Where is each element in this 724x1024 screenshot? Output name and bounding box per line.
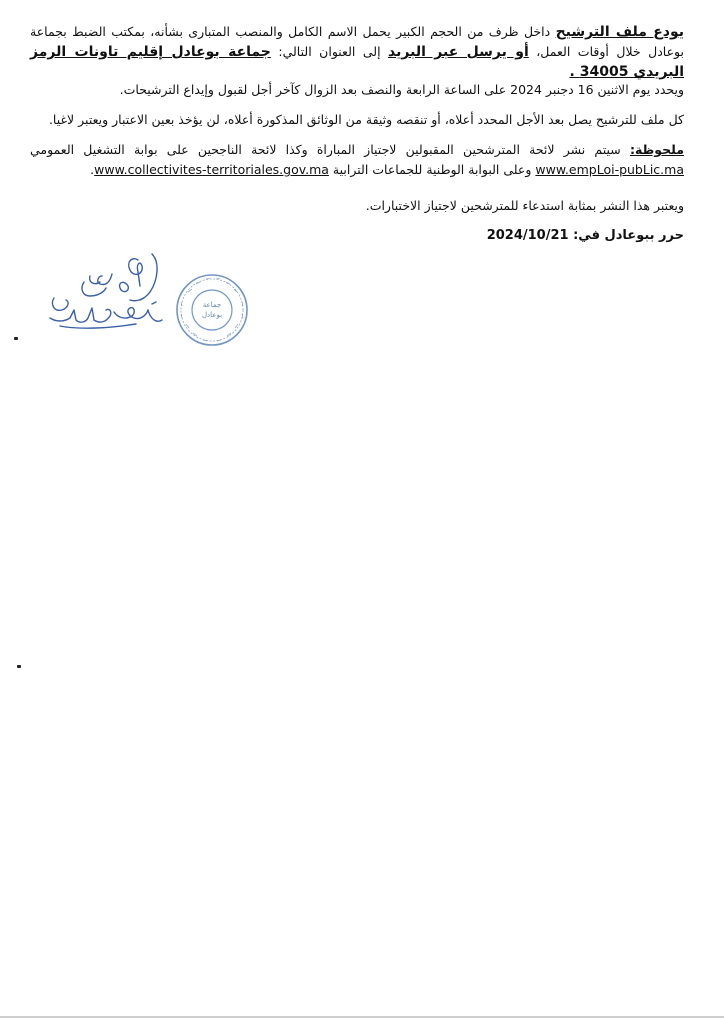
collectivities-portal-link[interactable]: www.collectivites-territoriales.gov.ma <box>94 162 329 177</box>
margin-mark <box>17 665 21 668</box>
postal-address: جماعة بوعادل إقليم تاونات الرمز البريدي 34005 . <box>30 44 684 80</box>
address-intro: إلى العنوان التالي: <box>270 44 389 59</box>
dateline: حرر ببوعادل في: 2024/10/21 <box>486 228 684 243</box>
seal-text-line-1: جماعة <box>202 301 222 309</box>
handwritten-signature <box>40 252 170 338</box>
note-end: . <box>90 162 95 177</box>
paragraph-late-files: كل ملف للترشيح يصل بعد الأجل المحدد أعلاه، أو تنقصه وثيقة من الوثائق المذكورة أعلاه، لن يؤخذ بعين الاعتبار ويعتبر لاغيا. <box>48 112 684 127</box>
paragraph-submission <box>30 22 684 82</box>
paragraph-summons: ويعتبر هذا النشر بمثابة استدعاء للمترشحين لاجتياز الاختبارات. <box>365 198 684 213</box>
note-text: سيتم نشر لائحة المترشحين المقبولين لاجتياز المباراة وكذا لائحة الناجحين على بوابة التشغيل العمومي <box>30 142 630 157</box>
submission-text: داخل ظرف من الحجم الكبير يحمل الاسم الكامل والمنصب المتبارى بشأنه، بمكتب الضبط بجماعة بوعادل خلال أوقات العمل، <box>30 24 684 59</box>
paragraph-deadline: ويحدد يوم الاثنين 16 دجنبر 2024 على الساعة الرابعة والنصف بعد الزوال كآخر أجل لقبول وإيداع الترشيحات. <box>119 82 684 97</box>
seal-text-line-2: بوعادل <box>201 311 223 319</box>
note-label: ملحوظة: <box>629 142 684 157</box>
scan-edge <box>0 1016 724 1018</box>
mail-option: أو يرسل عبر البريد <box>388 44 529 60</box>
submission-heading: يودع ملف الترشيح <box>555 24 685 40</box>
note-text-2: وعلى البوابة الوطنية للجماعات الترابية <box>328 162 536 177</box>
paragraph-note <box>30 140 684 180</box>
seal-stamp <box>174 272 250 348</box>
margin-mark <box>14 337 18 340</box>
employment-portal-link[interactable]: www.empLoi-pubLic.ma <box>535 162 684 177</box>
